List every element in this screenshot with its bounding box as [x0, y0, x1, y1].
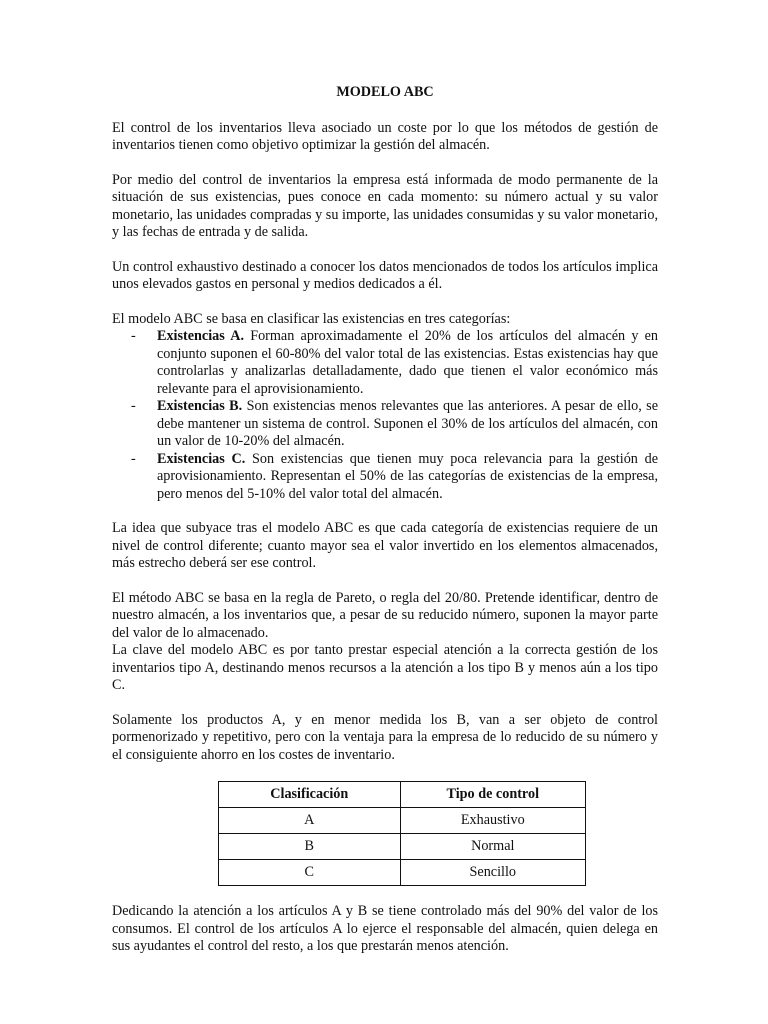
classification-table-wrapper [112, 781, 658, 886]
category-description: Son existencias menos relevantes que las anteriores. A pesar de ello, se debe mantener un sistema de control. Suponen el 30% de los artículos del almacén, con un valor de 10-20% del almacén. [157, 398, 658, 449]
paragraph-exhaustive-control: Un control exhaustivo destinado a conocer los datos mencionados de todos los artículos implica unos elevados gastos en personal y medios dedicados a él. [112, 258, 658, 292]
paragraph-products-a-b: Solamente los productos A, y en menor medida los B, van a ser objeto de control pormenorizado y repetitivo, pero con la ventaja para la empresa de lo reducido de su número y el consiguiente ahorro en los costes de inventario. [112, 711, 658, 763]
category-description: Forman aproximadamente el 20% de los artículos del almacén y en conjunto suponen el 60-80% del valor total de las existencias. Estas existencias hay que controlarlas y analizarlas detalladamente, dado que tienen el valor económico más relevante para el aprovisionamiento. [157, 328, 659, 397]
list-item-category-c [112, 451, 658, 504]
category-description: Son existencias que tienen muy poca relevancia para la gestión de aprovisionamiento. Representan el 50% de las categorías de existencias de la empresa, pero menos del 5-10% del valor total del almacén. [157, 450, 658, 502]
paragraph-intro: El control de los inventarios lleva asociado un coste por lo que los métodos de gestión de inventarios tienen como objetivo optimizar la gestión del almacén. [112, 119, 658, 153]
list-bullet: - [131, 450, 136, 467]
paragraph-abc-key: La clave del modelo ABC es por tanto prestar especial atención a la correcta gestión de los inventarios tipo A, destinando menos recursos a la atención a los tipo B y menos aún a los tipo C. [112, 642, 658, 693]
table-row [219, 860, 586, 886]
table-cell-class: C [219, 860, 401, 886]
classification-table [218, 781, 586, 886]
list-bullet: - [131, 328, 136, 344]
table-row [219, 834, 586, 860]
table-cell-control: Sencillo [400, 860, 585, 886]
header-tipo-de-control: Tipo de control [400, 782, 585, 808]
category-term: Existencias C. [157, 450, 246, 467]
category-term: Existencias B. [157, 398, 243, 414]
paragraph-control-info: Por medio del control de inventarios la empresa está informada de modo permanente de la situación de sus existencias, pues conoce en cada momento: su número actual y su valor monetario, las unidades compradas y su importe, las unidades consumidas y su valor monetario, y las fechas de entrada y de salida. [112, 171, 658, 240]
header-clasificacion: Clasificación [219, 782, 401, 808]
list-bullet: - [131, 398, 136, 414]
table-header-row [219, 782, 586, 808]
paragraph-abc-idea: La idea que subyace tras el modelo ABC es que cada categoría de existencias requiere de un nivel de control diferente; cuanto mayor sea el valor invertido en los elementos almacenados, más estrecho deberá ser ese control. [112, 520, 658, 571]
paragraph-pareto: El método ABC se basa en la regla de Pareto, o regla del 20/80. Pretende identificar, dentro de nuestro almacén, a los inventarios que, a pesar de su reducido número, suponen la mayor parte del valor de lo almacenado. [112, 589, 658, 641]
table-cell-control: Exhaustivo [400, 808, 585, 834]
page-title: MODELO ABC [336, 84, 434, 100]
categories-list [112, 328, 658, 503]
table-row [219, 808, 586, 834]
paragraph-abc-categories-intro: El modelo ABC se basa en clasificar las existencias en tres categorías: [112, 310, 511, 327]
table-cell-control: Normal [400, 834, 585, 860]
list-item-category-a [112, 328, 658, 398]
table-cell-class: B [219, 834, 401, 860]
table-cell-class: A [219, 808, 401, 834]
paragraph-attention: Dedicando la atención a los artículos A y B se tiene controlado más del 90% del valor de los consumos. El control de los artículos A lo ejerce el responsable del almacén, quien delega en sus ayudantes el control del resto, a los que prestarán menos atención. [112, 903, 658, 954]
list-item-category-b [112, 398, 658, 451]
category-term: Existencias A. [157, 328, 244, 344]
